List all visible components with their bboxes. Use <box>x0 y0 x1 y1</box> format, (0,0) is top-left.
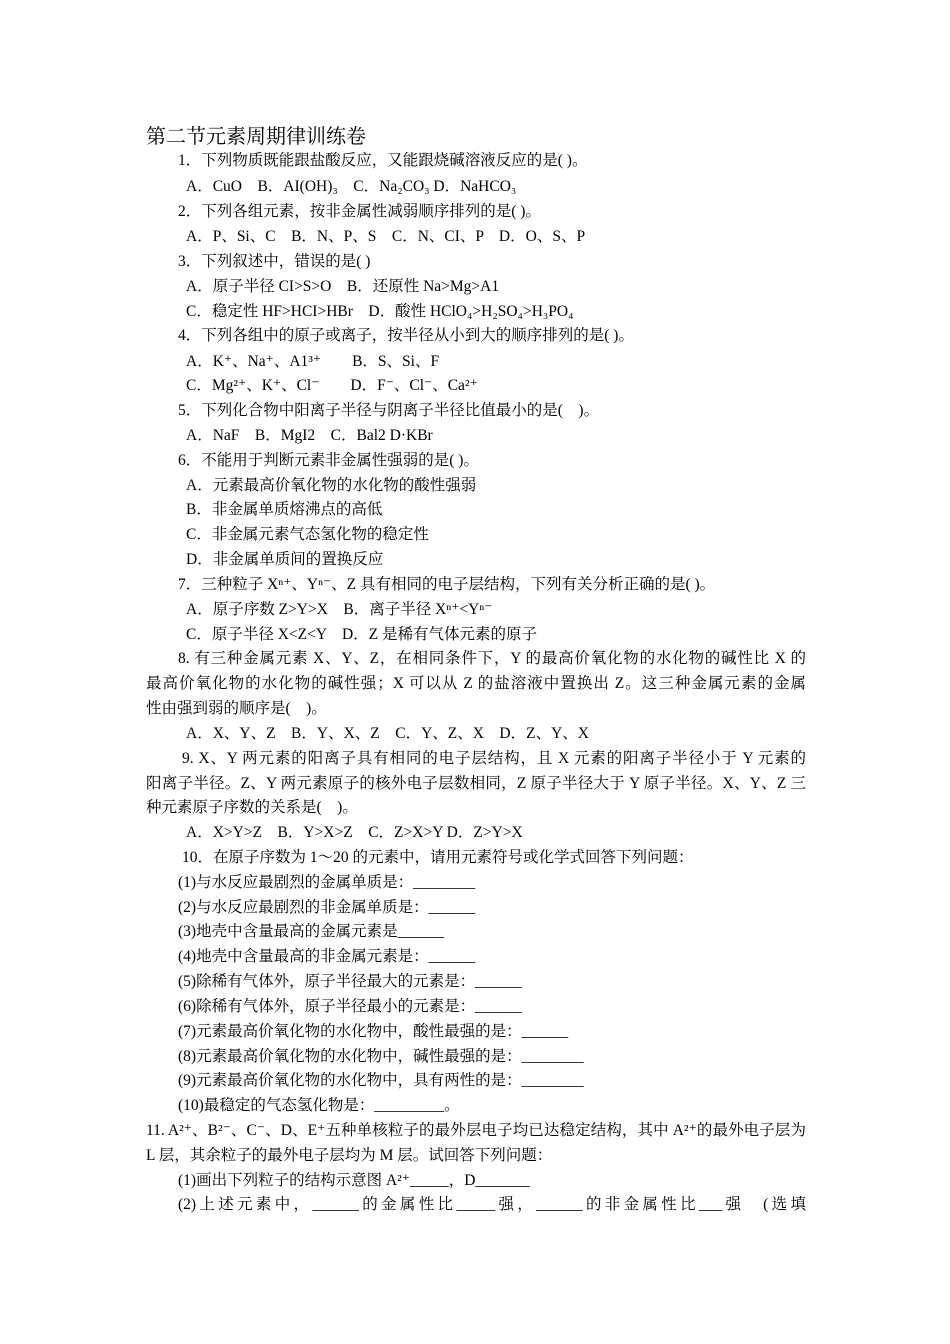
q6-option-b: B．非金属单质熔沸点的高低 <box>186 501 383 518</box>
q6-option-a: A．元素最高价氧化物的水化物的酸性强弱 <box>186 477 477 494</box>
q10-item-3: (3)地壳中含量最高的金属元素是______ <box>178 923 445 940</box>
question-9-line-3: 种元素原子序数的关系是( )。 <box>146 799 358 816</box>
q7-options-ab: A．原子序数 Z>Y>X B．离子半径 Xⁿ⁺<Yⁿ⁻ <box>186 601 493 618</box>
q4-options-ab: A．K⁺、Na⁺、A1³⁺ B．S、Si、F <box>186 353 440 370</box>
q10-item-2: (2)与水反应最剧烈的非金属单质是：______ <box>178 899 476 916</box>
q10-item-8: (8)元素最高价氧化物的水化物中，碱性最强的是：________ <box>178 1048 584 1065</box>
question-9-line-1: 9. X、Y 两元素的阳离子具有相同的电子层结构，且 X 元素的阳离子半径小于 Y 元素的 <box>182 750 806 767</box>
q1-options: A．CuO B．AI(OH)₃ C．Na₂CO₃ D．NaHCO₃ <box>186 178 517 195</box>
question-8-line-3: 性由强到弱的顺序是( )。 <box>146 700 327 717</box>
q11-item-1: (1)画出下列粒子的结构示意图 A²⁺_____，D_______ <box>178 1172 530 1189</box>
question-8-line-1: 8. 有三种金属元素 X、Y、Z，在相同条件下，Y 的最高价氧化物的水化物的碱性比 X 的 <box>178 650 806 667</box>
page-title: 第二节元素周期律训练卷 <box>146 126 366 148</box>
q10-item-6: (6)除稀有气体外，原子半径最小的元素是：______ <box>178 998 522 1015</box>
q3-options-ab: A．原子半径 CI>S>O B．还原性 Na>Mg>A1 <box>186 278 500 295</box>
q10-item-4: (4)地壳中含量最高的非金属元素是：______ <box>178 948 476 965</box>
question-8-line-2: 最高价氧化物的水化物的碱性强；X 可以从 Z 的盐溶液中置换出 Z。这三种金属元素的金属 <box>146 675 806 692</box>
q5-options: A．NaF B．MgI2 C．Bal2 D·KBr <box>186 427 433 444</box>
q10-item-7: (7)元素最高价氧化物的水化物中，酸性最强的是：______ <box>178 1023 569 1040</box>
question-10: 10．在原子序数为 1～20 的元素中，请用元素符号或化学式回答下列问题： <box>182 849 694 866</box>
q9-options: A．X>Y>Z B．Y>X>Z C．Z>X>Y D．Z>Y>X <box>186 824 523 841</box>
q7-options-cd: C．原子半径 X<Z<Y D．Z 是稀有气体元素的原子 <box>186 626 538 643</box>
question-6: 6．不能用于判断元素非金属性强弱的是( )。 <box>178 452 479 469</box>
question-9-line-2: 阳离子半径。Z、Y 两元素原子的核外电子层数相同，Z 原子半径大于 Y 原子半径。X、Y、Z 三 <box>146 775 806 792</box>
q6-option-c: C．非金属元素气态氢化物的稳定性 <box>186 526 429 543</box>
q10-item-10: (10)最稳定的气态氢化物是：_________。 <box>178 1097 460 1114</box>
q6-option-d: D．非金属单质间的置换反应 <box>186 551 384 568</box>
q11-item-2: (2)上述元素中，______的金属性比_____强，______的非金属性比___强 (选填 <box>178 1196 806 1213</box>
question-5: 5．下列化合物中阳离子半径与阴离子半径比值最小的是( )。 <box>178 402 600 419</box>
q3-options-cd: C．稳定性 HF>HCI>HBr D．酸性 HClO₄>H₂SO₄>H₃PO₄ <box>186 303 574 320</box>
q4-options-cd: C．Mg²⁺、K⁺、Cl⁻ D．F⁻、Cl⁻、Ca²⁺ <box>186 377 478 394</box>
question-1: 1．下列物质既能跟盐酸反应，又能跟烧碱溶液反应的是( )。 <box>178 152 588 169</box>
question-2: 2．下列各组元素，按非金属性减弱顺序排列的是( )。 <box>178 203 541 220</box>
q2-options: A．P、Si、C B．N、P、S C．N、CI、P D．O、S、P <box>186 228 586 245</box>
question-11-line-1: 11. A²⁺、B²⁻、C⁻、D、E⁺五种单核粒子的最外层电子均已达稳定结构，其中 A²⁺的最外电子层为 <box>146 1122 806 1139</box>
question-7: 7．三种粒子 Xⁿ⁺、Yⁿ⁻、Z 具有相同的电子层结构，下列有关分析正确的是( )。 <box>178 576 716 593</box>
q8-options: A．X、Y、Z B．Y、X、Z C．Y、Z、X D．Z、Y、X <box>186 725 589 742</box>
question-3: 3．下列叙述中，错误的是( ) <box>178 253 371 270</box>
question-11-line-2: L 层，其余粒子的最外电子层均为 M 层。试回答下列问题： <box>146 1147 553 1164</box>
q10-item-9: (9)元素最高价氧化物的水化物中，具有两性的是：________ <box>178 1072 584 1089</box>
question-4: 4．下列各组中的原子或离子，按半径从小到大的顺序排列的是( )。 <box>178 327 634 344</box>
q10-item-1: (1)与水反应最剧烈的金属单质是：________ <box>178 874 476 891</box>
q10-item-5: (5)除稀有气体外，原子半径最大的元素是：______ <box>178 973 522 990</box>
